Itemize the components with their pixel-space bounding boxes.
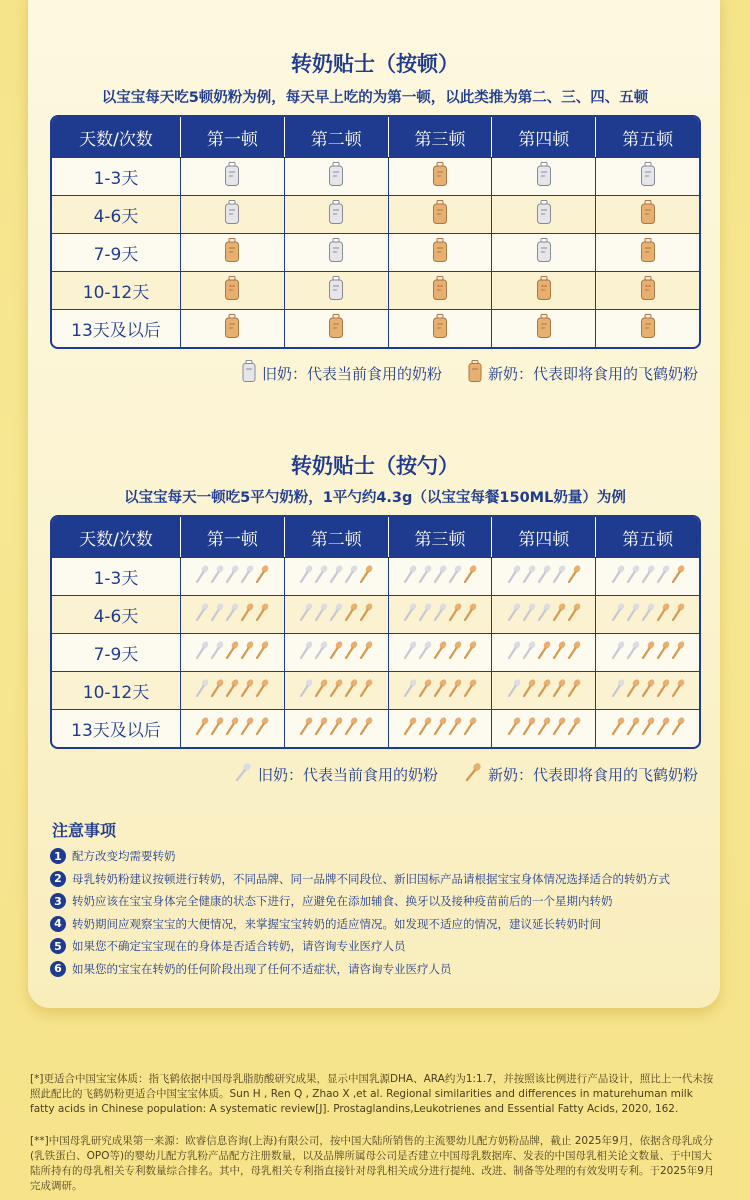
section1-header-5: 第五顿 — [595, 117, 699, 157]
meal-cell — [491, 633, 595, 671]
new-milk-spoon-icon — [403, 716, 417, 741]
section2-header-2: 第二顿 — [284, 517, 388, 557]
table-row — [52, 709, 699, 747]
new-milk-spoon-icon — [240, 716, 254, 741]
new-milk-spoon-icon — [418, 716, 432, 741]
meal-cell — [180, 195, 284, 233]
new-milk-spoon-icon — [671, 602, 685, 627]
table-row — [52, 633, 699, 671]
new-milk-spoon-icon — [255, 602, 269, 627]
note-item — [50, 871, 670, 887]
old-milk-bottle-icon — [640, 162, 656, 191]
new-milk-spoon-icon — [552, 602, 566, 627]
old-milk-spoon-icon — [641, 602, 655, 627]
new-milk-spoon-icon — [671, 564, 685, 589]
row-label: 4-6天 — [52, 195, 180, 233]
old-milk-spoon-icon — [507, 564, 521, 589]
old-milk-spoon-icon — [299, 602, 313, 627]
new-milk-spoon-icon — [567, 602, 581, 627]
note-text: 转奶应该在宝宝身体完全健康的状态下进行，应避免在添加辅食、换牙以及接种疫苗前后的一个星期内转奶 — [72, 894, 613, 908]
section2-title: 转奶贴士（按勺） — [291, 454, 459, 478]
new-milk-spoon-icon — [522, 678, 536, 703]
new-milk-spoon-icon — [255, 716, 269, 741]
new-milk-spoon-icon — [656, 640, 670, 665]
old-milk-spoon-icon — [210, 564, 224, 589]
old-milk-spoon-icon — [329, 602, 343, 627]
meal-cell — [595, 633, 699, 671]
new-milk-spoon-icon — [537, 716, 551, 741]
note-number-badge: 4 — [50, 916, 66, 932]
new-milk-spoon-icon — [463, 564, 477, 589]
notes-title: 注意事项 — [52, 821, 117, 840]
note-text: 配方改变均需要转奶 — [72, 849, 176, 863]
new-milk-spoon-icon — [225, 640, 239, 665]
new-milk-spoon-icon — [359, 564, 373, 589]
meal-cell — [595, 157, 699, 195]
meal-cell — [180, 309, 284, 347]
new-milk-spoon-icon — [195, 716, 209, 741]
new-milk-bottle-icon — [640, 276, 656, 305]
meal-cell — [388, 595, 492, 633]
old-milk-spoon-icon — [433, 602, 447, 627]
new-milk-bottle-icon — [640, 238, 656, 267]
section2-header-4: 第四顿 — [491, 517, 595, 557]
new-milk-bottle-icon — [536, 314, 552, 343]
old-milk-bottle-icon — [536, 162, 552, 191]
old-milk-spoon-icon — [314, 640, 328, 665]
old-milk-spoon-icon — [299, 564, 313, 589]
footnote-2: [**]中国母乳研究成果第一来源：欧睿信息咨询(上海)有限公司，按中国大陆所销售的主流婴幼儿配方奶粉品牌，截止 2025年9月，依据含母乳成分(乳铁蛋白、OPO等)的婴幼儿配方乳粉产品配方注册数量，以及品牌所属母公司是否建立中国母乳数据库、发表的中国母乳相关论文数量、于中国大陆所持有的母乳相关专利数量综合排名。其中，母乳相关专利指直接针对母乳相关成分进行提纯、改进、制备等处理的有效发明专利。于2025年9月完成调研。 — [30, 1135, 715, 1192]
new-milk-spoon-icon — [299, 716, 313, 741]
meal-cell — [388, 709, 492, 747]
section1-header-2: 第二顿 — [284, 117, 388, 157]
new-milk-bottle-icon — [224, 238, 240, 267]
old-milk-spoon-icon — [240, 564, 254, 589]
row-label: 13天及以后 — [52, 709, 180, 747]
old-milk-bottle-icon — [224, 162, 240, 191]
new-milk-spoon-icon — [507, 716, 521, 741]
old-milk-spoon-icon — [626, 640, 640, 665]
table-row — [52, 309, 699, 347]
old-milk-spoon-icon — [433, 564, 447, 589]
meal-cell — [284, 595, 388, 633]
row-label: 10-12天 — [52, 271, 180, 309]
new-milk-bottle-icon — [640, 314, 656, 343]
new-milk-spoon-icon — [210, 678, 224, 703]
new-milk-spoon-icon — [225, 678, 239, 703]
new-milk-bottle-icon — [432, 276, 448, 305]
new-milk-spoon-icon — [255, 564, 269, 589]
old-milk-spoon-icon — [626, 564, 640, 589]
new-milk-spoon-icon — [314, 678, 328, 703]
old-milk-bottle-icon — [242, 360, 256, 386]
meal-cell — [595, 233, 699, 271]
note-number-badge: 6 — [50, 961, 66, 977]
meal-cell — [284, 195, 388, 233]
new-milk-spoon-icon — [448, 640, 462, 665]
legend-old-text-2: 旧奶：代表当前食用的奶粉 — [257, 765, 438, 784]
old-milk-spoon-icon — [403, 602, 417, 627]
new-milk-bottle-icon — [432, 200, 448, 229]
old-milk-spoon-icon — [210, 640, 224, 665]
new-milk-spoon-icon — [418, 678, 432, 703]
old-milk-bottle-icon — [224, 200, 240, 229]
section1-title: 转奶贴士（按顿） — [291, 52, 459, 76]
old-milk-bottle-icon — [328, 276, 344, 305]
meal-cell — [595, 709, 699, 747]
meal-cell — [284, 709, 388, 747]
row-label: 10-12天 — [52, 671, 180, 709]
new-milk-spoon-icon — [656, 678, 670, 703]
new-milk-bottle-icon — [432, 162, 448, 191]
row-label: 4-6天 — [52, 595, 180, 633]
table-row — [52, 157, 699, 195]
table-row — [52, 233, 699, 271]
section2-legend — [234, 762, 698, 786]
table-row — [52, 271, 699, 309]
new-milk-spoon-icon — [448, 678, 462, 703]
meal-cell — [180, 709, 284, 747]
new-milk-spoon-icon — [344, 602, 358, 627]
old-milk-spoon-icon — [626, 602, 640, 627]
new-milk-spoon-icon — [641, 678, 655, 703]
meal-cell — [595, 671, 699, 709]
new-milk-spoon-icon — [314, 716, 328, 741]
meal-cell — [491, 233, 595, 271]
note-number-badge: 5 — [50, 938, 66, 954]
new-milk-spoon-icon — [671, 678, 685, 703]
new-milk-spoon-icon — [552, 640, 566, 665]
new-milk-spoon-icon — [567, 564, 581, 589]
meal-cell — [491, 309, 595, 347]
old-milk-bottle-icon — [536, 200, 552, 229]
section1-subtitle: 以宝宝每天吃5顿奶粉为例，每天早上吃的为第一顿，以此类推为第二、三、四、五顿 — [101, 90, 649, 106]
meal-cell — [595, 309, 699, 347]
new-milk-spoon-icon — [359, 602, 373, 627]
row-label: 1-3天 — [52, 157, 180, 195]
new-milk-spoon-icon — [240, 602, 254, 627]
new-milk-spoon-icon — [656, 716, 670, 741]
new-milk-spoon-icon — [626, 716, 640, 741]
section2-header-0: 天数/次数 — [52, 517, 180, 557]
old-milk-spoon-icon — [537, 602, 551, 627]
section1-header-0: 天数/次数 — [52, 117, 180, 157]
meal-cell — [180, 557, 284, 595]
meal-cell — [595, 557, 699, 595]
table-row — [52, 195, 699, 233]
old-milk-spoon-icon — [299, 678, 313, 703]
new-milk-spoon-icon — [567, 640, 581, 665]
new-milk-bottle-icon — [224, 276, 240, 305]
footnote-1: [*]更适合中国宝宝体质：指飞鹤依据中国母乳脂肪酸研究成果，显示中国乳源DHA、ARA约为1:1.7，并按照该比例进行产品设计，照比上一代未按照此配比的飞鹤奶粉更适合中国宝宝体质。Sun H , Ren Q , Zhao X ,et al. Regional similarities and differences in maturehuman milk fatty acids in Chinese population: A systematic review[J]. Prostaglandins,Leukotrienes and Essential Fatty Acids, 2020, 162. — [30, 1073, 714, 1115]
new-milk-spoon-icon — [537, 678, 551, 703]
note-text: 如果您不确定宝宝现在的身体是否适合转奶，请咨询专业医疗人员 — [72, 939, 406, 953]
row-label: 13天及以后 — [52, 309, 180, 347]
new-milk-spoon-icon — [344, 678, 358, 703]
legend-old-text: 旧奶：代表当前食用的奶粉 — [261, 364, 442, 383]
new-milk-spoon-icon — [359, 716, 373, 741]
meal-cell — [180, 671, 284, 709]
meal-cell — [491, 709, 595, 747]
new-milk-spoon-icon — [567, 678, 581, 703]
new-milk-spoon-icon — [537, 640, 551, 665]
section1-header-3: 第三顿 — [388, 117, 492, 157]
old-milk-spoon-icon — [225, 602, 239, 627]
new-milk-spoon-icon — [641, 716, 655, 741]
old-milk-spoon-icon — [537, 564, 551, 589]
old-milk-spoon-icon — [403, 564, 417, 589]
new-milk-spoon-icon — [329, 716, 343, 741]
meal-cell — [388, 671, 492, 709]
section2-subtitle: 以宝宝每天一顿吃5平勺奶粉，1平勺约4.3g（以宝宝每餐150ML奶量）为例 — [124, 490, 626, 506]
meal-cell — [491, 195, 595, 233]
legend-new-text-2: 新奶：代表即将食用的飞鹤奶粉 — [487, 765, 698, 784]
table-row — [52, 671, 699, 709]
meal-cell — [388, 195, 492, 233]
new-milk-spoon-icon — [463, 640, 477, 665]
new-milk-spoon-icon — [567, 716, 581, 741]
new-milk-spoon-icon — [433, 678, 447, 703]
meal-cell — [595, 595, 699, 633]
meal-cell — [388, 157, 492, 195]
note-item — [50, 848, 176, 864]
old-milk-spoon-icon — [314, 602, 328, 627]
old-milk-spoon-icon — [522, 564, 536, 589]
old-milk-spoon-icon — [641, 564, 655, 589]
meal-cell — [388, 557, 492, 595]
new-milk-spoon-icon — [626, 678, 640, 703]
new-milk-spoon-icon — [225, 716, 239, 741]
new-milk-bottle-icon — [224, 314, 240, 343]
old-milk-spoon-icon — [611, 602, 625, 627]
meal-cell — [491, 271, 595, 309]
meal-cell — [180, 157, 284, 195]
old-milk-spoon-icon — [418, 640, 432, 665]
old-milk-spoon-icon — [329, 564, 343, 589]
new-milk-spoon-icon — [344, 716, 358, 741]
new-milk-spoon-icon — [359, 678, 373, 703]
row-label: 7-9天 — [52, 233, 180, 271]
new-milk-spoon-icon — [448, 602, 462, 627]
new-milk-spoon-icon — [240, 640, 254, 665]
table-row — [52, 557, 699, 595]
meal-cell — [595, 195, 699, 233]
meal-cell — [284, 633, 388, 671]
meal-cell — [595, 271, 699, 309]
note-number-badge: 1 — [50, 848, 66, 864]
old-milk-spoon-icon — [225, 564, 239, 589]
note-item — [50, 938, 406, 954]
new-milk-spoon-icon — [552, 678, 566, 703]
new-milk-spoon-icon — [433, 716, 447, 741]
note-text: 转奶期间应观察宝宝的大便情况，来掌握宝宝转奶的适应情况。如发现不适应的情况，建议延长转奶时间 — [72, 916, 601, 931]
note-item — [50, 916, 601, 932]
note-text: 母乳转奶粉建议按顿进行转奶，不同品牌、同一品牌不同段位、新旧国标产品请根据宝宝身体情况选择适合的转奶方式 — [72, 871, 670, 886]
new-milk-spoon-icon — [522, 716, 536, 741]
new-milk-spoon-icon — [255, 640, 269, 665]
meal-cell — [284, 557, 388, 595]
new-milk-spoon-icon — [255, 678, 269, 703]
new-milk-spoon-icon — [671, 716, 685, 741]
old-milk-spoon-icon — [314, 564, 328, 589]
new-milk-spoon-icon — [433, 640, 447, 665]
meal-cell — [491, 157, 595, 195]
old-milk-spoon-icon — [195, 678, 209, 703]
meal-cell — [388, 233, 492, 271]
meal-cell — [491, 671, 595, 709]
meal-cell — [284, 157, 388, 195]
new-milk-spoon-icon — [240, 678, 254, 703]
new-milk-bottle-icon — [328, 314, 344, 343]
old-milk-spoon-icon — [344, 564, 358, 589]
new-milk-bottle-icon — [432, 238, 448, 267]
old-milk-spoon-icon — [403, 678, 417, 703]
old-milk-spoon-icon — [552, 564, 566, 589]
old-milk-bottle-icon — [328, 238, 344, 267]
new-milk-spoon-icon — [671, 640, 685, 665]
meal-cell — [180, 233, 284, 271]
meal-cell — [388, 309, 492, 347]
section2-header-1: 第一顿 — [180, 517, 284, 557]
meal-cell — [388, 271, 492, 309]
by-spoon-table — [50, 515, 701, 749]
note-item — [50, 893, 613, 909]
meal-cell — [491, 557, 595, 595]
new-milk-spoon-icon — [329, 678, 343, 703]
old-milk-spoon-icon — [234, 762, 252, 786]
section2-header-5: 第五顿 — [595, 517, 699, 557]
row-label: 1-3天 — [52, 557, 180, 595]
old-milk-spoon-icon — [507, 602, 521, 627]
table-row — [52, 595, 699, 633]
old-milk-spoon-icon — [522, 640, 536, 665]
section1-header-1: 第一顿 — [180, 117, 284, 157]
meal-cell — [388, 633, 492, 671]
row-label: 7-9天 — [52, 633, 180, 671]
old-milk-spoon-icon — [403, 640, 417, 665]
new-milk-spoon-icon — [463, 716, 477, 741]
meal-cell — [284, 271, 388, 309]
old-milk-spoon-icon — [299, 640, 313, 665]
new-milk-spoon-icon — [463, 602, 477, 627]
meal-cell — [284, 233, 388, 271]
old-milk-spoon-icon — [656, 564, 670, 589]
old-milk-spoon-icon — [418, 602, 432, 627]
new-milk-spoon-icon — [359, 640, 373, 665]
old-milk-spoon-icon — [522, 602, 536, 627]
new-milk-spoon-icon — [329, 640, 343, 665]
note-number-badge: 2 — [50, 871, 66, 887]
old-milk-spoon-icon — [448, 564, 462, 589]
section1-header-4: 第四顿 — [491, 117, 595, 157]
legend-new-text: 新奶：代表即将食用的飞鹤奶粉 — [487, 364, 698, 383]
old-milk-bottle-icon — [328, 200, 344, 229]
meal-cell — [284, 309, 388, 347]
new-milk-spoon-icon — [464, 762, 482, 786]
section1-legend — [242, 360, 698, 386]
meal-cell — [180, 271, 284, 309]
old-milk-spoon-icon — [195, 564, 209, 589]
old-milk-spoon-icon — [611, 640, 625, 665]
new-milk-bottle-icon — [536, 276, 552, 305]
new-milk-spoon-icon — [463, 678, 477, 703]
old-milk-spoon-icon — [507, 640, 521, 665]
new-milk-spoon-icon — [656, 602, 670, 627]
old-milk-spoon-icon — [418, 564, 432, 589]
new-milk-spoon-icon — [344, 640, 358, 665]
old-milk-bottle-icon — [536, 238, 552, 267]
new-milk-bottle-icon — [468, 360, 482, 386]
old-milk-bottle-icon — [328, 162, 344, 191]
meal-cell — [180, 633, 284, 671]
meal-cell — [180, 595, 284, 633]
old-milk-spoon-icon — [611, 678, 625, 703]
new-milk-spoon-icon — [611, 716, 625, 741]
new-milk-bottle-icon — [432, 314, 448, 343]
new-milk-spoon-icon — [448, 716, 462, 741]
note-text: 如果您的宝宝在转奶的任何阶段出现了任何不适症状，请咨询专业医疗人员 — [72, 961, 452, 976]
new-milk-spoon-icon — [552, 716, 566, 741]
new-milk-spoon-icon — [641, 640, 655, 665]
new-milk-bottle-icon — [640, 200, 656, 229]
note-number-badge: 3 — [50, 893, 66, 909]
by-meal-table — [50, 115, 701, 349]
section2-header-3: 第三顿 — [388, 517, 492, 557]
old-milk-spoon-icon — [195, 602, 209, 627]
new-milk-spoon-icon — [210, 716, 224, 741]
old-milk-spoon-icon — [507, 678, 521, 703]
meal-cell — [284, 671, 388, 709]
old-milk-spoon-icon — [195, 640, 209, 665]
note-item — [50, 961, 452, 977]
meal-cell — [491, 595, 595, 633]
old-milk-spoon-icon — [210, 602, 224, 627]
old-milk-spoon-icon — [611, 564, 625, 589]
